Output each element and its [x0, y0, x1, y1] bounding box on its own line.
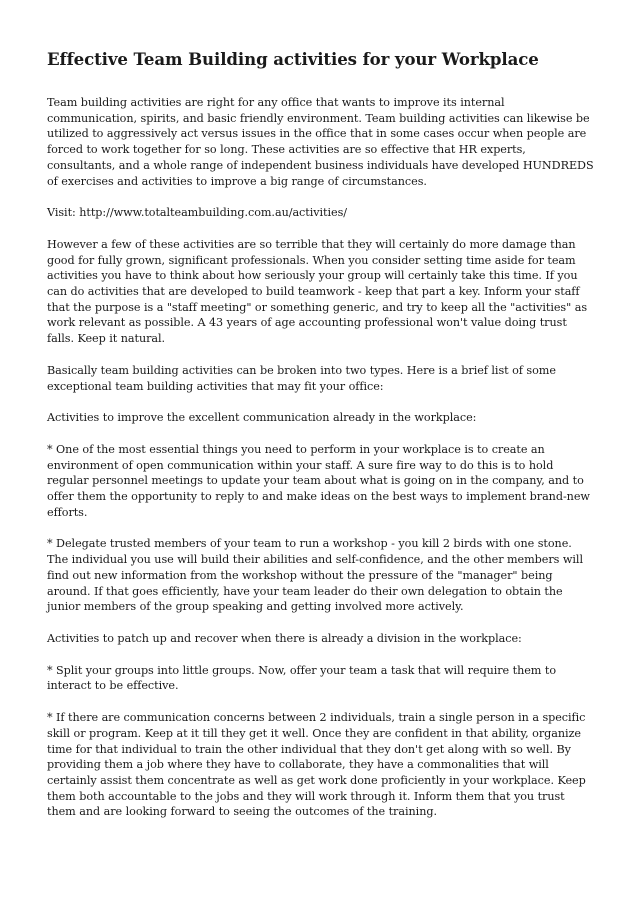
paragraph-caution: However a few of these activities are so terrible that they will certainly do more damage than good for fully grown, significant professionals. When you consider setting time aside for team activities you have to think about how seriously your group will certainly take this time. If you can do activities that are developed to build teamwork - keep that part a key. Inform your staff that the purpose is a "staff meeting" or something generic, and try to keep all the "activities" as work relevant as possible. A 43 years of age accounting professional won't value doing trust falls. Keep it natural.: [47, 237, 588, 346]
list-item-train-individual: * If there are communication concerns between 2 individuals, train a single person in a specific skill or program. Keep at it till they get it well. Once they are confident in that ability, organize time for that individual to train the other individual that they don't get along with so well. By providing them a job where they have to collaborate, they have a commonalities that will certainly assist them concentrate as well as get work done proficiently in your workplace. Keep them both accountable to the jobs and they will work through it. Inform them that you trust them and are looking forward to seeing the outcomes of the training.: [47, 711, 586, 819]
document-title: Effective Team Building activities for your Workplace: [47, 49, 539, 69]
list-item-split-groups: * Split your groups into little groups. Now, offer your team a task that will require them to interact to be effective.: [47, 663, 557, 693]
heading-patch-up-division: Activities to patch up and recover when there is already a division in the workplace:: [47, 631, 522, 645]
paragraph-visit-link: Visit: http://www.totalteambuilding.com.au/activities/: [47, 206, 348, 220]
list-item-delegate-workshop: * Delegate trusted members of your team to run a workshop - you kill 2 birds with one stone. The individual you use will build their abilities and self-confidence, and the other members will find out new information from the workshop without the pressure of the "manager" being around. If that goes efficiently, have your team leader do their own delegation to obtain the junior members of the group speaking and getting involved more actively.: [47, 537, 583, 614]
paragraph-intro: Team building activities are right for any office that wants to improve its internal communication, spirits, and basic friendly environment. Team building activities can likewise be utilized to aggressively act versus issues in the office that in some cases occur when people are forced to work together for so long. These activities are so effective that HR experts, consultants, and a whole range of independent business individuals have developed HUNDREDS of exercises and activities to improve a big range of circumstances.: [47, 96, 594, 188]
document-body: [47, 48, 595, 836]
paragraph-types: Basically team building activities can be broken into two types. Here is a brief list of some exceptional team building activities that may fit your office:: [47, 363, 556, 393]
heading-improve-communication: Activities to improve the excellent communication already in the workplace:: [47, 411, 477, 425]
list-item-open-communication: * One of the most essential things you need to perform in your workplace is to create an environment of open communication within your staff. A sure fire way to do this is to hold regular personnel meetings to update your team about what is going on in the company, and to offer them the opportunity to reply to and make ideas on the best ways to implement brand-new efforts.: [47, 442, 590, 519]
